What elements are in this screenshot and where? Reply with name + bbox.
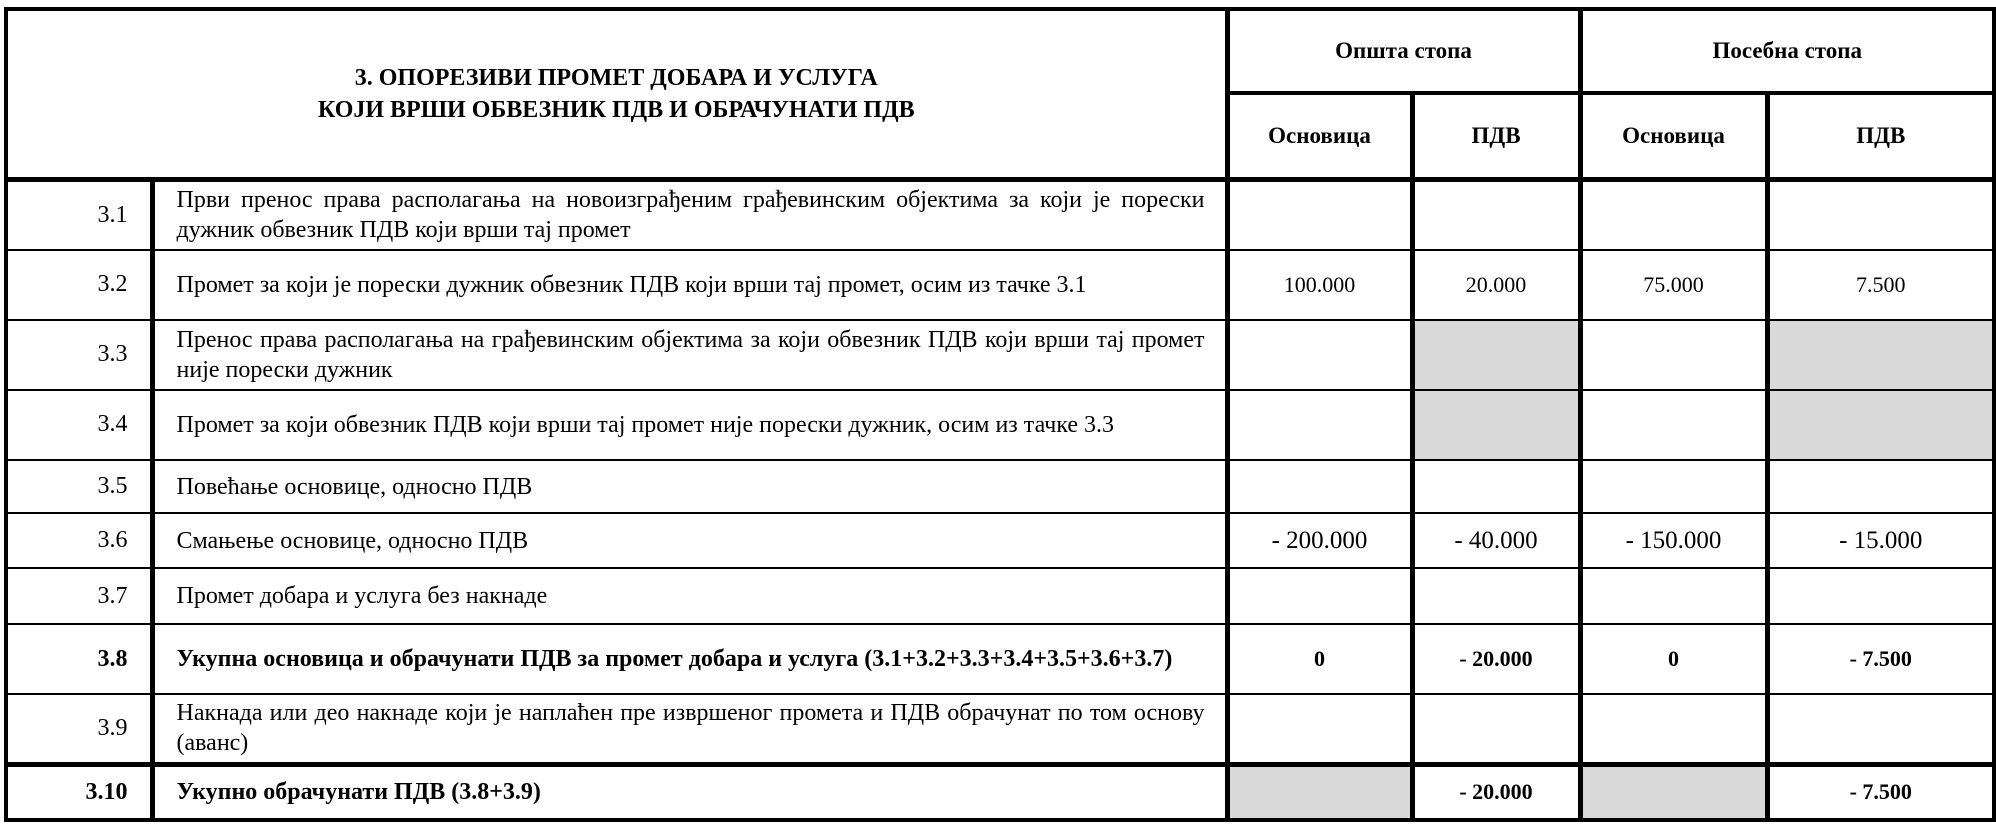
special-vat-cell-disabled	[1767, 390, 1994, 460]
special-base-cell[interactable]	[1580, 568, 1767, 624]
special-vat-cell[interactable]: 7.500	[1767, 250, 1994, 320]
general-base-cell[interactable]	[1227, 180, 1412, 250]
special-rate-header: Посебна стопа	[1580, 9, 1994, 93]
section-title	[6, 9, 1227, 180]
row-number: 3.5	[6, 460, 152, 514]
section-title-line-1: 3. ОПОРЕЗИВИ ПРОМЕТ ДОБАРА И УСЛУГА	[354, 65, 878, 91]
section-title-line-2: КОЈИ ВРШИ ОБВЕЗНИК ПДВ И ОБРАЧУНАТИ ПДВ	[317, 97, 915, 123]
special-base-cell[interactable]	[1580, 460, 1767, 514]
general-base-cell[interactable]: 100.000	[1227, 250, 1412, 320]
row-number: 3.8	[6, 624, 152, 694]
general-vat-cell[interactable]	[1412, 568, 1580, 624]
row-description: Укупна основица и обрачунати ПДВ за промет добара и услуга (3.1+3.2+3.3+3.4+3.5+3.6+3.7)	[152, 624, 1227, 694]
vat-form-table	[4, 7, 1996, 822]
table-row	[6, 180, 1994, 250]
row-description: Пренос права располагања на грађевинским објектима за који обвезник ПДВ који врши тај промет није порески дужник	[152, 320, 1227, 390]
row-number: 3.1	[6, 180, 152, 250]
general-vat-cell-disabled	[1412, 320, 1580, 390]
special-base-cell[interactable]	[1580, 694, 1767, 764]
table-row	[6, 390, 1994, 460]
general-vat-cell[interactable]: - 20.000	[1412, 624, 1580, 694]
row-number: 3.6	[6, 513, 152, 568]
row-description: Промет за који је порески дужник обвезник ПДВ који врши тај промет, осим из тачке 3.1	[152, 250, 1227, 320]
general-vat-cell-disabled	[1412, 390, 1580, 460]
special-vat-cell[interactable]: - 15.000	[1767, 513, 1994, 568]
special-vat-cell[interactable]	[1767, 568, 1994, 624]
general-base-cell[interactable]	[1227, 694, 1412, 764]
special-base-cell-disabled	[1580, 764, 1767, 820]
table-row-grand-total	[6, 764, 1994, 820]
general-rate-header: Општа стопа	[1227, 9, 1580, 93]
table-row	[6, 320, 1994, 390]
special-base-cell[interactable]	[1580, 320, 1767, 390]
special-vat-cell[interactable]: - 7.500	[1767, 624, 1994, 694]
row-number: 3.3	[6, 320, 152, 390]
general-base-header: Основица	[1227, 93, 1412, 179]
general-base-cell-disabled	[1227, 764, 1412, 820]
special-vat-cell[interactable]	[1767, 694, 1994, 764]
special-vat-cell-disabled	[1767, 320, 1994, 390]
row-description: Укупно обрачунати ПДВ (3.8+3.9)	[152, 764, 1227, 820]
general-vat-cell[interactable]	[1412, 694, 1580, 764]
general-vat-cell[interactable]: - 20.000	[1412, 764, 1580, 820]
special-base-header: Основица	[1580, 93, 1767, 179]
general-vat-cell[interactable]	[1412, 460, 1580, 514]
row-number: 3.4	[6, 390, 152, 460]
row-description: Повећање основице, односно ПДВ	[152, 460, 1227, 514]
row-description: Промет за који обвезник ПДВ који врши тај промет није порески дужник, осим из тачке 3.3	[152, 390, 1227, 460]
row-number: 3.10	[6, 764, 152, 820]
special-vat-header: ПДВ	[1767, 93, 1994, 179]
special-base-cell[interactable]	[1580, 390, 1767, 460]
special-base-cell[interactable]	[1580, 180, 1767, 250]
special-vat-cell[interactable]	[1767, 460, 1994, 514]
table-row-total	[6, 624, 1994, 694]
special-base-cell[interactable]: 75.000	[1580, 250, 1767, 320]
general-vat-header: ПДВ	[1412, 93, 1580, 179]
special-base-cell[interactable]: 0	[1580, 624, 1767, 694]
special-vat-cell[interactable]	[1767, 180, 1994, 250]
general-base-cell[interactable]: - 200.000	[1227, 513, 1412, 568]
table-row	[6, 694, 1994, 764]
row-description: Први пренос права располагања на новоизграђеним грађевинским објектима за који је порески дужник обвезник ПДВ који врши тај промет	[152, 180, 1227, 250]
general-base-cell[interactable]	[1227, 390, 1412, 460]
table-row	[6, 568, 1994, 624]
row-number: 3.9	[6, 694, 152, 764]
general-base-cell[interactable]	[1227, 568, 1412, 624]
general-vat-cell[interactable]	[1412, 180, 1580, 250]
row-description: Промет добара и услуга без накнаде	[152, 568, 1227, 624]
general-base-cell[interactable]	[1227, 320, 1412, 390]
row-description: Смањење основице, односно ПДВ	[152, 513, 1227, 568]
table-row	[6, 513, 1994, 568]
general-vat-cell[interactable]: - 40.000	[1412, 513, 1580, 568]
general-base-cell[interactable]	[1227, 460, 1412, 514]
row-description: Накнада или део накнаде који је наплаћен пре извршеног промета и ПДВ обрачунат по том основу (аванс)	[152, 694, 1227, 764]
special-base-cell[interactable]: - 150.000	[1580, 513, 1767, 568]
special-vat-cell[interactable]: - 7.500	[1767, 764, 1994, 820]
row-number: 3.2	[6, 250, 152, 320]
general-vat-cell[interactable]: 20.000	[1412, 250, 1580, 320]
row-number: 3.7	[6, 568, 152, 624]
header-row-1	[6, 9, 1994, 93]
general-base-cell[interactable]: 0	[1227, 624, 1412, 694]
table-row	[6, 250, 1994, 320]
table-row	[6, 460, 1994, 514]
